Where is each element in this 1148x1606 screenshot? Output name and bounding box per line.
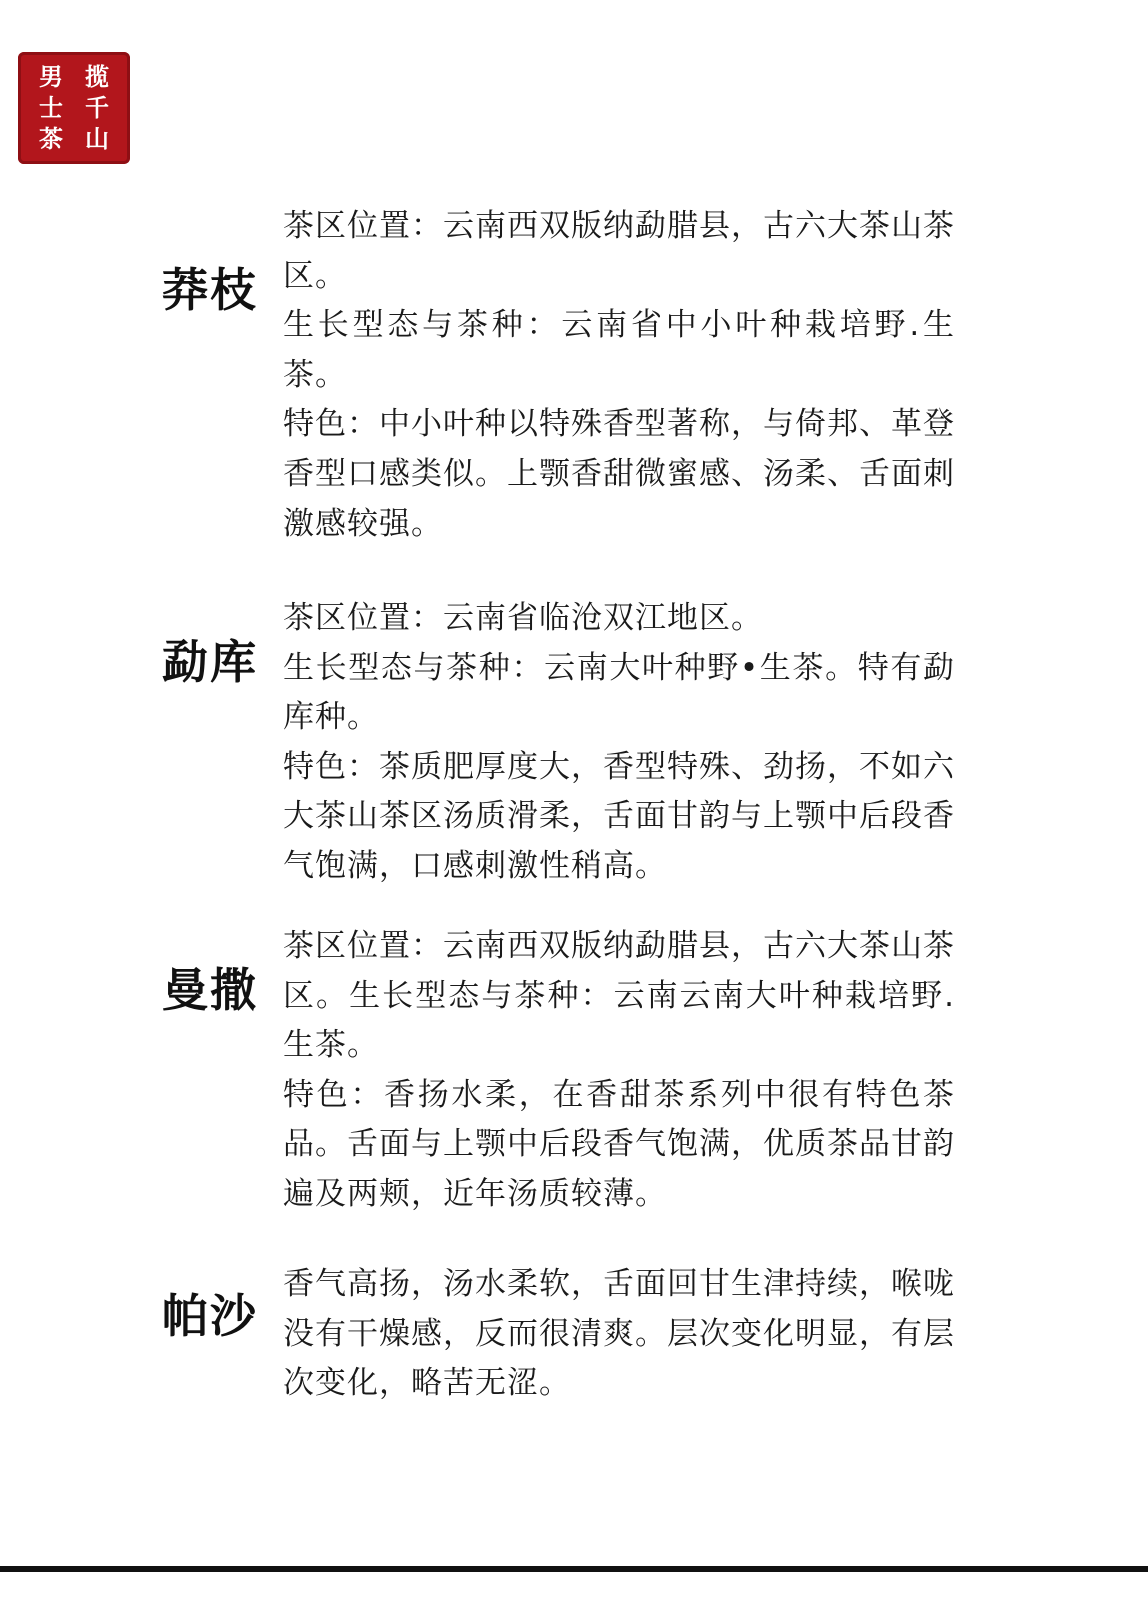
entry-body bbox=[283, 202, 955, 549]
feature-paragraph: 特色：香扬水柔，在香甜茶系列中很有特色茶品。舌面与上颚中后段香气饱满，优质茶品甘韵遍及两颊，近年汤质较薄。 bbox=[283, 1076, 955, 1212]
seal-character: 士 bbox=[39, 92, 63, 122]
seal-text bbox=[28, 62, 120, 154]
bottom-divider bbox=[0, 1566, 1148, 1572]
seal-character: 千 bbox=[85, 92, 109, 122]
variety-paragraph: 生长型态与茶种：云南大叶种野•生茶。特有勐库种。 bbox=[283, 649, 955, 736]
seal-character: 茶 bbox=[39, 123, 63, 153]
seal-column bbox=[31, 62, 71, 154]
seal-character: 男 bbox=[39, 62, 63, 92]
location-paragraph: 茶区位置：云南省临沧双江地区。 bbox=[283, 600, 763, 636]
feature-paragraph: 香气高扬，汤水柔软，舌面回甘生津持续，喉咙没有干燥感，反而很清爽。层次变化明显，有层次变化，略苦无涩。 bbox=[283, 1266, 955, 1402]
entry-title: 帕沙 bbox=[162, 1289, 258, 1343]
location-variety-paragraph: 茶区位置：云南西双版纳勐腊县，古六大茶山茶区。生长型态与茶种：云南云南大叶种栽培野.生茶。 bbox=[283, 928, 955, 1064]
entry-body bbox=[283, 594, 955, 892]
seal-character: 揽 bbox=[85, 62, 109, 92]
seal-character: 山 bbox=[85, 123, 109, 153]
entry-body bbox=[283, 1260, 955, 1409]
feature-paragraph: 特色：茶质肥厚度大，香型特殊、劲扬，不如六大茶山茶区汤质滑柔，舌面甘韵与上颚中后段香气饱满，口感刺激性稍高。 bbox=[283, 748, 955, 884]
entry-title: 莽枝 bbox=[162, 263, 258, 317]
seal-logo bbox=[18, 52, 130, 164]
seal-column bbox=[77, 62, 117, 154]
entry-body bbox=[283, 922, 955, 1220]
entry-title: 勐库 bbox=[162, 635, 258, 689]
variety-paragraph: 生长型态与茶种：云南省中小叶种栽培野.生茶。 bbox=[283, 307, 955, 393]
location-paragraph: 茶区位置：云南西双版纳勐腊县，古六大茶山茶区。 bbox=[283, 208, 955, 294]
feature-paragraph: 特色：中小叶种以特殊香型著称，与倚邦、革登香型口感类似。上颚香甜微蜜感、汤柔、舌面刺激感较强。 bbox=[283, 406, 955, 542]
entry-title: 曼撒 bbox=[162, 963, 258, 1017]
